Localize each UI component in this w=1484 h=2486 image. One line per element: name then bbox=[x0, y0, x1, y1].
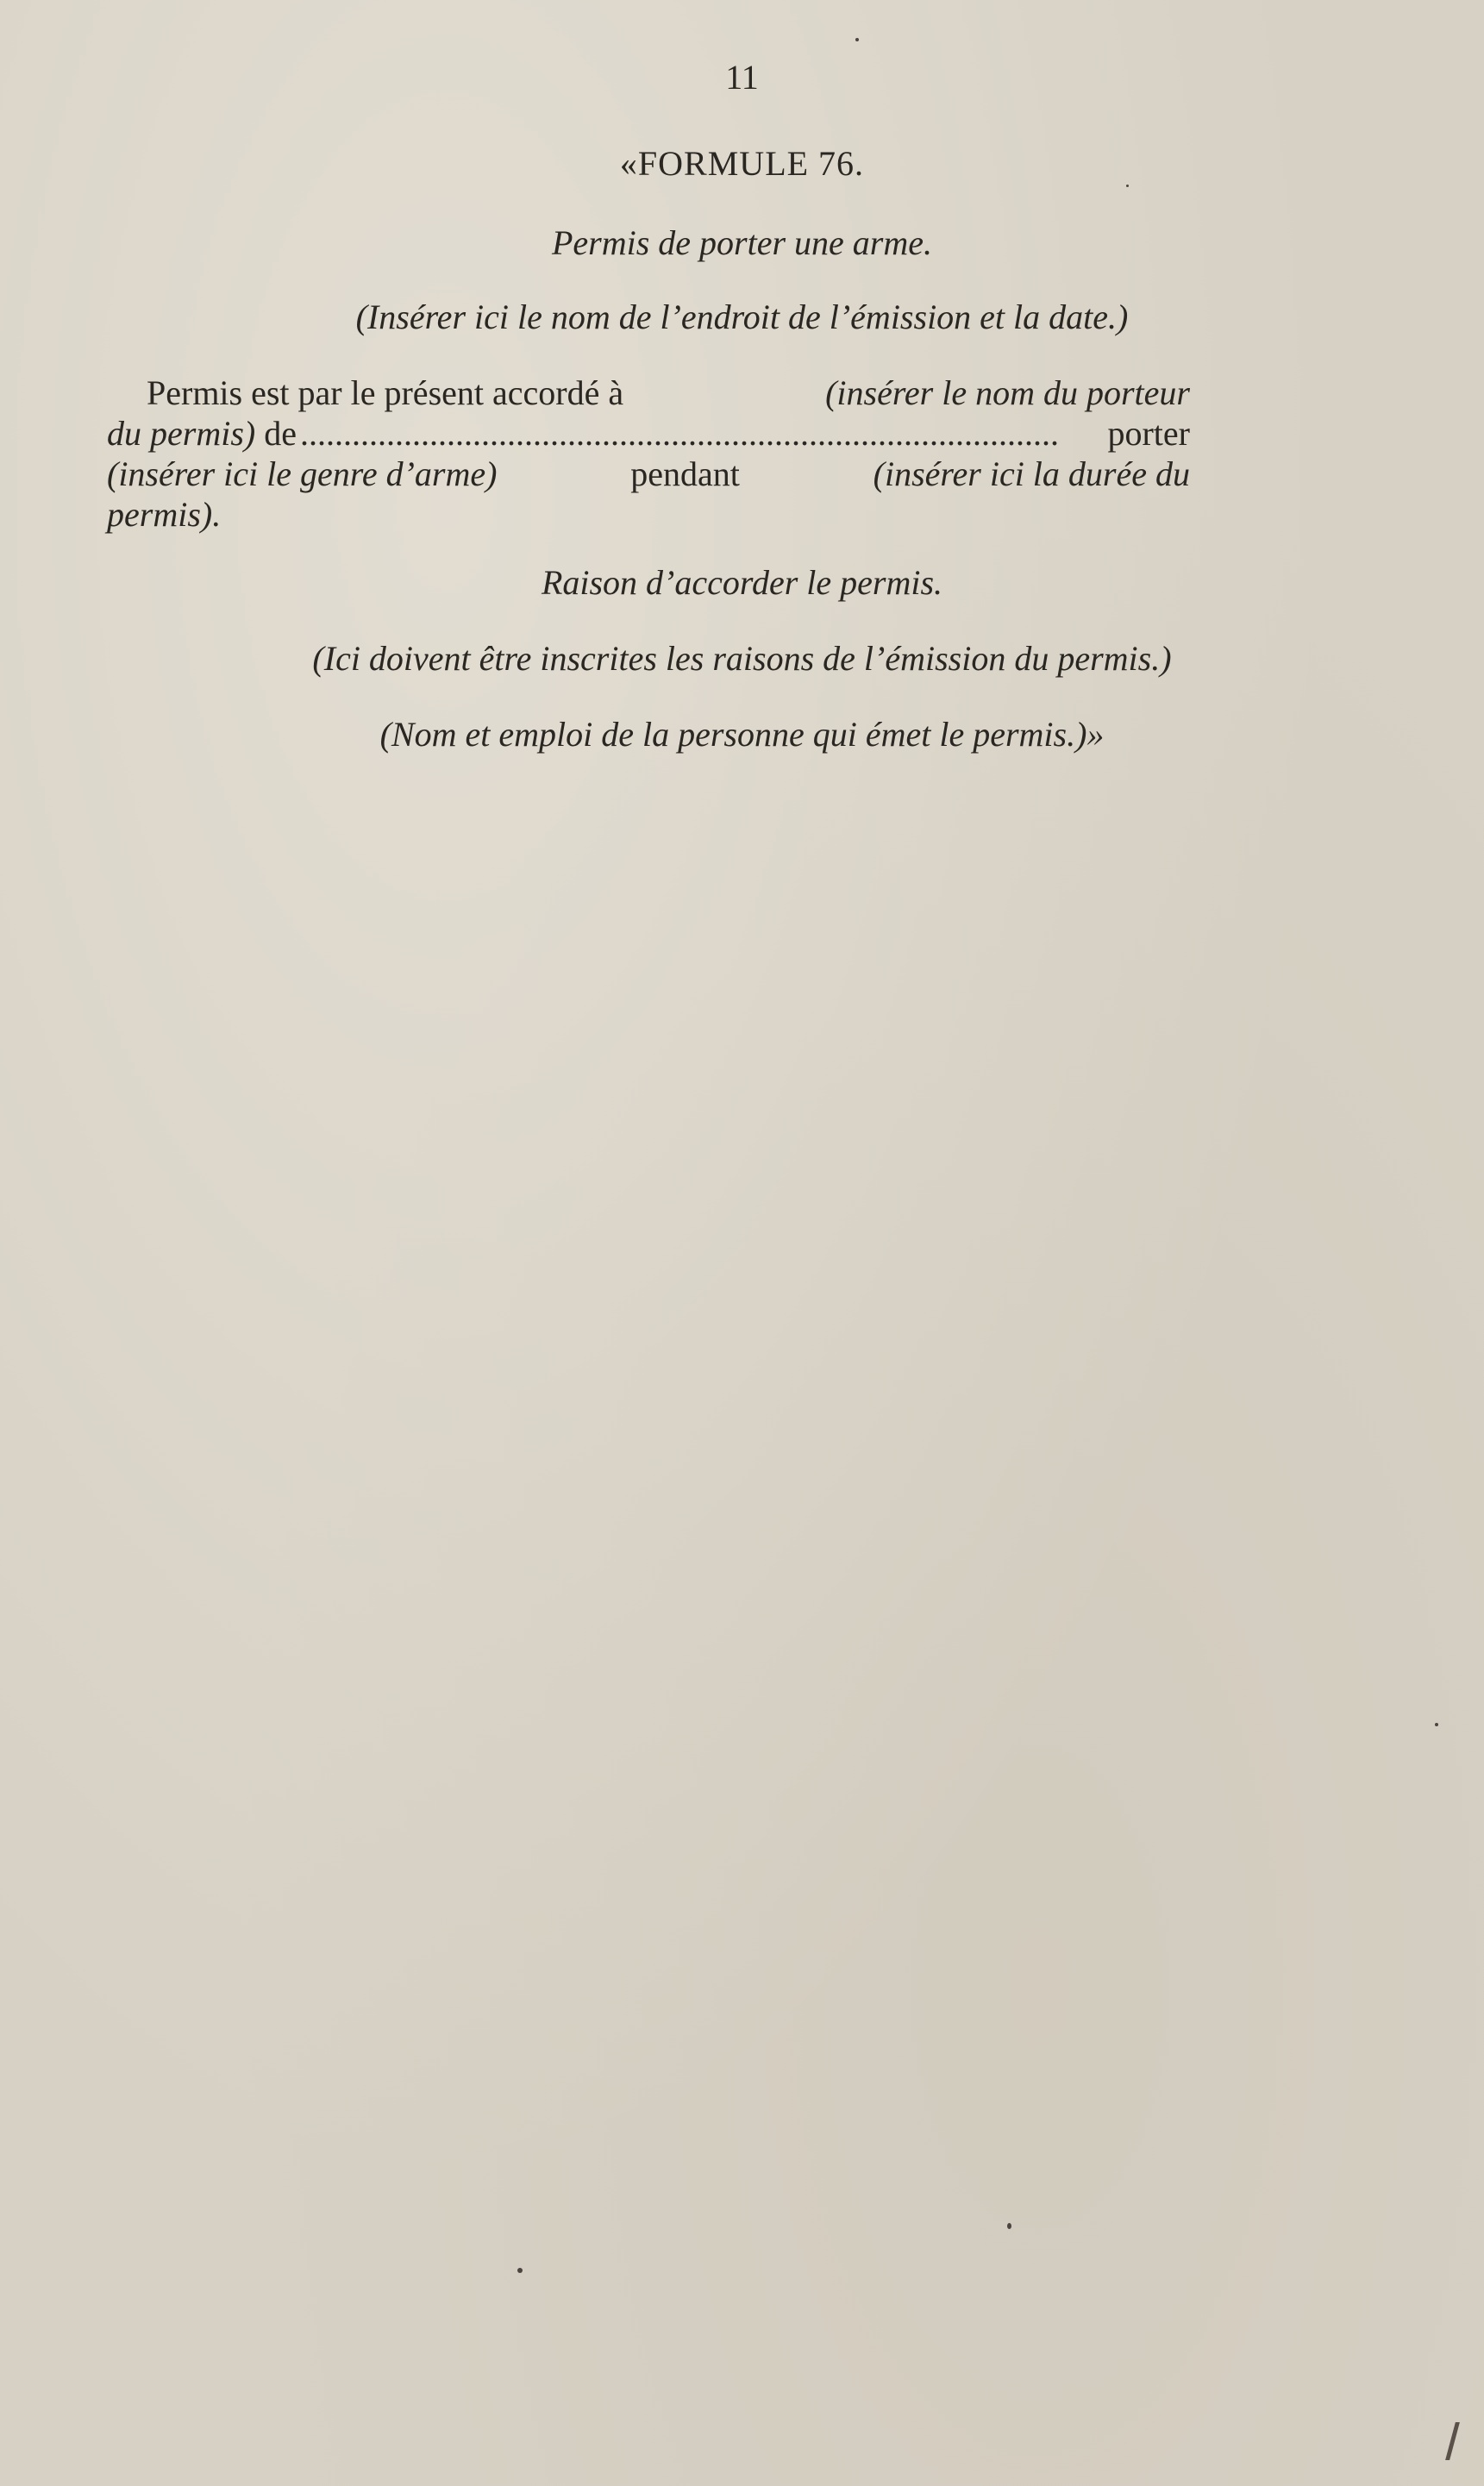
permit-body-line-2 bbox=[107, 413, 1190, 454]
page-number: 11 bbox=[725, 58, 759, 97]
permit-body-instruction: (insérer ici la durée du bbox=[873, 454, 1190, 493]
permit-body-line-2-start bbox=[107, 413, 297, 454]
permit-body-instruction: permis). bbox=[107, 495, 222, 534]
dotted-fill-line: ........................................................................................ bbox=[299, 414, 1059, 453]
permit-body-instruction: (insérer le nom du porteur bbox=[825, 373, 1190, 412]
paper-speck bbox=[517, 2268, 523, 2273]
corner-mark bbox=[1445, 2422, 1484, 2460]
issuer-instruction: (Nom et emploi de la personne qui émet le permis.)» bbox=[379, 715, 1105, 754]
form-title: «FORMULE 76. bbox=[619, 144, 865, 183]
permit-body-text: porter bbox=[1107, 414, 1190, 453]
reason-title: Raison d’accorder le permis. bbox=[541, 563, 943, 602]
permit-body-instruction: du permis) bbox=[107, 414, 256, 453]
paper-speck bbox=[1435, 1723, 1438, 1726]
permit-body-line-4 bbox=[107, 494, 1190, 535]
paper-speck bbox=[855, 38, 859, 41]
permit-body-line-3 bbox=[107, 454, 1190, 494]
reason-instruction: (Ici doivent être inscrites les raisons de l’émission du permis.) bbox=[312, 639, 1172, 678]
permit-body-instruction: (insérer ici le genre d’arme) bbox=[107, 454, 498, 493]
permit-body-paragraph bbox=[107, 373, 1190, 535]
paper-speck bbox=[1126, 185, 1129, 187]
permit-title: Permis de porter une arme. bbox=[551, 223, 933, 262]
permit-body-line-1 bbox=[107, 373, 1190, 413]
permit-body-text: Permis est par le présent accordé à bbox=[147, 373, 624, 412]
permit-body-text: pendant bbox=[630, 454, 740, 493]
insert-place-date-instruction: (Insérer ici le nom de l’endroit de l’émission et la date.) bbox=[355, 297, 1129, 336]
permit-body-text: de bbox=[255, 414, 297, 453]
paper-speck bbox=[1007, 2223, 1011, 2229]
